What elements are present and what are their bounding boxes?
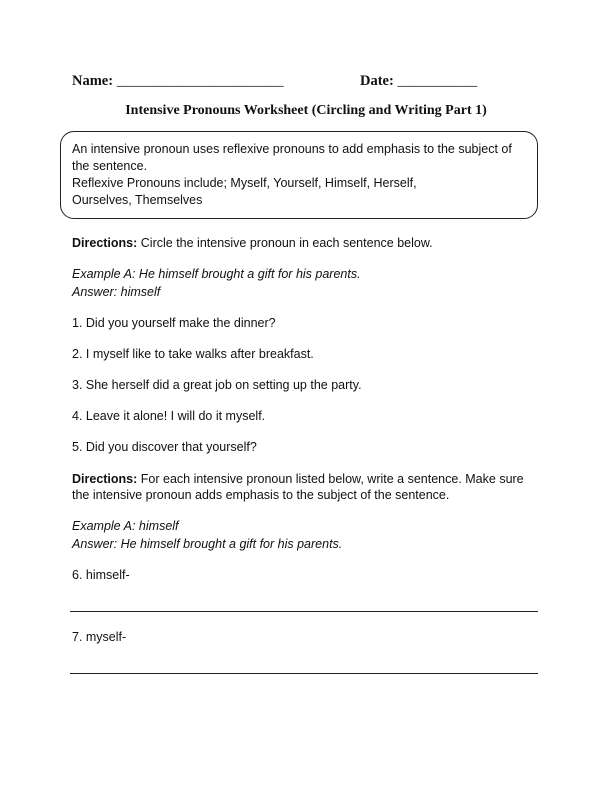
prompt-6: 6. himself- xyxy=(72,568,130,582)
directions-text: Circle the intensive pronoun in each sentence below. xyxy=(140,236,433,250)
question-1: 1. Did you yourself make the dinner? xyxy=(72,316,276,330)
question-4: 4. Leave it alone! I will do it myself. xyxy=(72,409,266,423)
example-answer: Answer: himself xyxy=(72,285,161,299)
directions-circle xyxy=(72,235,433,251)
answer-line-7[interactable] xyxy=(70,673,538,674)
name-blank: _______________________ xyxy=(116,73,284,89)
answer-line-6[interactable] xyxy=(70,611,538,612)
question-2: 2. I myself like to take walks after breakfast. xyxy=(72,347,314,361)
directions-label: Directions: xyxy=(72,236,138,250)
prompt-7: 7. myself- xyxy=(72,630,127,644)
directions-write xyxy=(72,471,542,503)
date-label: Date: xyxy=(360,73,394,89)
question-5: 5. Did you discover that yourself? xyxy=(72,440,257,454)
name-label: Name: xyxy=(72,73,114,89)
date-field xyxy=(360,73,477,90)
date-blank: ___________ xyxy=(397,73,478,89)
example-answer-2: Answer: He himself brought a gift for his parents. xyxy=(72,537,343,551)
worksheet-title: Intensive Pronouns Worksheet (Circling and Writing Part 1) xyxy=(125,103,487,118)
directions-label-2: Directions: xyxy=(72,472,138,486)
definition-text: An intensive pronoun uses reflexive pronouns to add emphasis to the subject of the sentence. xyxy=(72,142,512,173)
directions-text-2: For each intensive pronoun listed below, write a sentence. Make sure the intensive pronoun adds emphasis to the subject of the sentence. xyxy=(72,472,524,502)
example-a: Example A: He himself brought a gift for his parents. xyxy=(72,267,361,281)
example-a-2: Example A: himself xyxy=(72,519,179,533)
name-field xyxy=(72,73,283,90)
question-3: 3. She herself did a great job on setting up the party. xyxy=(72,378,362,392)
reflexive-pronouns-list: Reflexive Pronouns include; Myself, Yourself, Himself, Herself, Ourselves, Themselves xyxy=(72,176,417,207)
